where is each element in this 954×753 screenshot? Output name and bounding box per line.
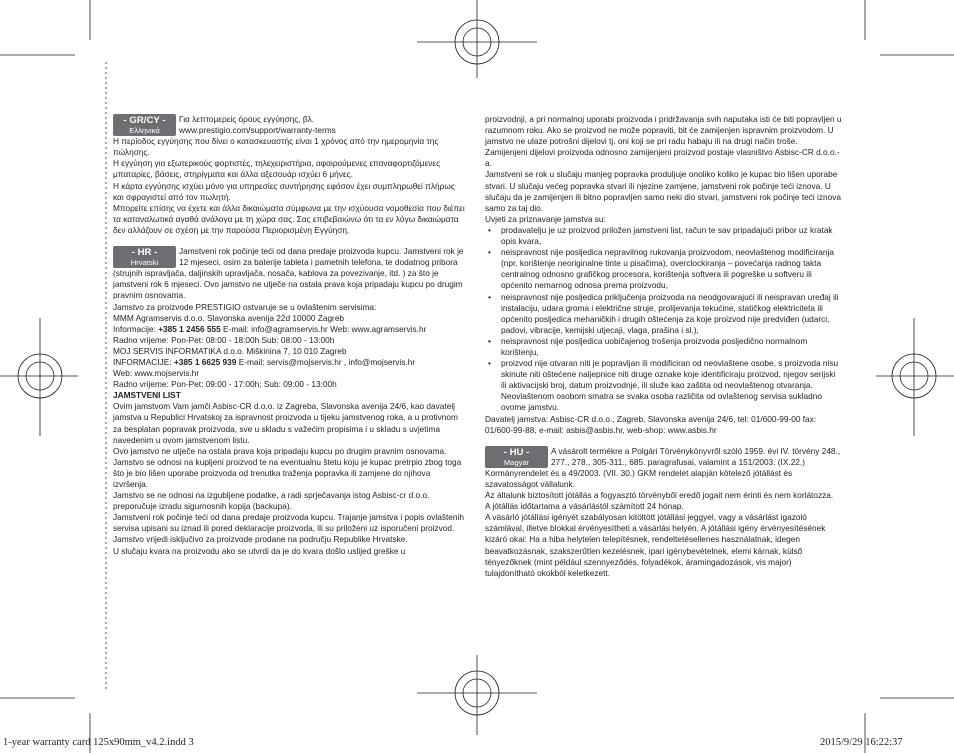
gr-line: Η περίοδος εγγύησης που δίνει ο κατασκευαστής είναι 1 χρόνος από την ημερομηνία της πώλησης. — [113, 136, 439, 158]
hr-service2-contact: E-mail: servis@mojservis.hr , info@mojservis.hr — [236, 356, 416, 367]
hr-cont-paragraph: Jamstveni se rok u slučaju manjeg popravka produljuje onoliko koliko je kupac bio lišen uporabe stvari. U slučaju većeg popravka stvari ili njezine zamjene, jamstveni rok počinje teći iznova. U slučaju da je zamijenjen ili bitno popravljen samo neki dio stvari, jamstveni rok počinje teći iznova samo za taj dio. — [485, 169, 842, 213]
hr-service2-phone: +385 1 6625 939 — [173, 356, 237, 367]
hu-intro: A vásárolt termékre a Polgári Törvénykönyvről szóló 1959. évi IV. törvény 248., 277., 278., 305-311., 685. paragrafusai, valamint a 151/2003. (IX.22.) Kormányrendelet és a 49/2003. (VII. 30.) GKM rendelet alapján kötelező jótállást és szavatosságot vállalunk. — [485, 445, 841, 489]
gr-language-badge — [113, 114, 176, 136]
list-item: • prodavatelju je uz proizvod priložen jamstveni list, račun te sav pripadajući pribor uz kratak opis kvara, — [501, 225, 842, 247]
list-item: • proizvod nije otvaran niti je popravljan ili modificiran od neovlaštene osobe, s proizvoda nisu skinute niti oštećene naljepnice niti druge oznake koje identificiraju proizvod, njegov serijski ili aktivacijski broj, datum proizvodnje, ili služe kao zaštita od neovlaštenog otvaranja. Neovlaštenom osobom smatra se svaka osoba različita od ovlaštenog servisa sukladno ovome jamstvu. — [501, 358, 842, 413]
list-item: • neispravnost nije posljedica priključenja proizvoda na neodgovarajući ili neispravan uređaj ili instalaciju, udara groma i električne struje, prolijevanja tekućine, statičkog elektriciteta ili općenito posljedica mehaničkih i drugih oštećenja za koje proizvod nije predviđen (udarci, padovi, vibracije, kemijski utjecaji, vlaga, prašina i sl.), — [501, 292, 842, 336]
hr-service2-info-label: INFORMACIJE: — [113, 356, 174, 367]
hr-provider: Davatelj jamstva: Asbisc-CR d.o.o., Zagreb, Slavonska avenija 24/6, tel: 01/600-99-00 fax: 01/600-99-88, e-mail: asbis@asbis.hr, web-shop: www.asbis.hr — [485, 413, 817, 435]
hu-section — [485, 446, 842, 579]
print-slug-filename: 1-year warranty card 125x90mm_v4.2.indd 3 — [3, 737, 194, 748]
hr-language-badge — [113, 246, 176, 268]
hu-badge-code: - HU - — [503, 446, 530, 458]
hr-service1-hours: Radno vrijeme: Pon-Pet: 08:00 - 18:00h Sub: 08:00 - 13:00h — [113, 334, 335, 345]
hr-badge-language: Hrvatski — [130, 258, 159, 268]
gr-badge-code: - GR/CY - — [123, 115, 166, 126]
list-item: • neispravnost nije posljedica uobičajenog trošenja proizvoda posljedično normalnom korištenju, — [501, 336, 842, 358]
list-item: • neispravnost nije posljedica nepravilnog rukovanja proizvodom, neovlaštenog modificiranja (npr. korištenje neoriginalne tinte u pisačima), overclockiranja – povećanja radnog takta centralnog odnosno grafičkog procesora, korištenja softvera ili pogreške u softveru ili općenito nemarnog odnosa prema proizvodu, — [501, 247, 842, 291]
hr-paragraph: Ovo jamstvo ne utječe na ostala prava koja pripadaju kupcu po drugim pravnim osnovama. — [113, 445, 447, 456]
gr-line: Η εγγύηση για εξωτερικούς φορτιστές, τηλεχειριστήρια, αφαιρούμενες επαναφορτιζόμενες μπαταρίες, βάσεις, στηρίγματα και άλλα αξεσουάρ ισχύει 6 μήνες. — [113, 158, 441, 180]
hr-cont-paragraph: Uvjeti za priznavanje jamstva su: — [485, 213, 606, 224]
hr-service-intro: Jamstvo za proizvode PRESTIGIO ostvaruje se u ovlaštenim servisima: — [113, 301, 377, 312]
gr-badge-language: Ελληνικά — [129, 126, 160, 135]
hr-badge-code: - HR - — [131, 247, 158, 259]
hr-service1-name: MMM Agramservis d.o.o. Slavonska avenija 22d 10000 Zagreb — [113, 312, 345, 323]
hu-badge-language: Magyar — [503, 457, 530, 467]
hr-intro: Jamstveni rok počinje teći od dana predaje proizvoda kupcu. Jamstveni rok je 12 mjeseci, osim za baterije tableta i pametnih telefona, te dodatnog pribora (strujnih ispravljača, daljinskih upravljača, nosača, kablova za povezivanje, itd. ) za što je jamstveni rok 6 mjeseci. Ovo jamstvo ne utječe na ostala prava koja pripadaju kupcu po drugim pravnim osnovama. — [113, 246, 464, 301]
hr-list-title: JAMSTVENI LIST — [113, 390, 181, 401]
left-column — [113, 114, 465, 557]
hu-paragraph: Az általunk biztosított jótállás a fogyasztó törvényből eredő jogait nem érinti és nem korlátozza. — [485, 490, 834, 501]
hr-service2-web: Web: www.mojservis.hr — [113, 368, 200, 379]
gr-line: Η κάρτα εγγύησης ισχύει μόνο για υπηρεσίες συντήρησης εφόσον έχει συμπληρωθεί πλήρως και σφραγιστεί από τον πωλητή. — [113, 180, 455, 202]
hr-paragraph: Jamstvo se ne odnosi na izgubljene podatke, a radi sprječavanja istog Asbisc-cr d.o.o. preporučuje izradu sigurnosnih kopija (backupa). — [113, 490, 430, 512]
gr-warranty-link: www.prestigio.com/support/warranty-terms — [179, 125, 336, 136]
hr-conditions-list — [485, 225, 842, 414]
hr-service2-hours: Radno vrijeme: Pon-Pet: 09:00 - 17:00h; Sub: 09:00 - 13:00h — [113, 379, 337, 390]
hr-service1-info-label: Informacije: — [113, 323, 159, 334]
gr-section-header — [113, 114, 465, 136]
right-column — [485, 114, 842, 579]
gr-line: Μπορείτε επίσης να έχετε και άλλα δικαιώματα σύμφωνα με την ισχύουσα νομοθεσία που διέπει τα καταναλωτικά αγαθά ανάλογα με τη χώρα σας. Σας επιβεβαιώνω ότι τα εν λόγω δικαιώματα δεν αλλάζουν σε σχέση με την παρούσα Περιορισμένη Εγγύηση. — [113, 202, 465, 235]
hr-service1-contact: E-mail: info@agramservis.hr Web: www.agramservis.hr — [220, 323, 427, 334]
hr-paragraph: U slučaju kvara na proizvodu ako se utvrdi da je do kvara došlo uslijed greške u — [113, 545, 406, 556]
hr-paragraph: Ovim jamstvom Vam jamči Asbisc-CR d.o.o. iz Zagreba, Slavonska avenija 24/6, kao davatelj jamstva u Republici Hrvatskoj za ispravnost proizvoda u tijeku jamstvenog roka, a u protivnom za besplatan popravak proizvoda, sve u skladu s važećim propisima i u skladu s uvjetima navedenim u ovom jamstvenom listu. — [113, 401, 458, 445]
hr-paragraph: Jamstveni rok počinje teći od dana predaje proizvoda kupcu. Trajanje jamstva i popis ovlaštenih servisa upisani su iznad ili pored deklaracije proizvoda, ili su priloženi uz isporučeni proizvod. Jamstvo vrijedi isključivo za proizvode prodane na području Republike Hrvatske. — [113, 512, 464, 545]
print-slug-timestamp: 2015/9/29 16:22:37 — [820, 737, 903, 748]
hu-language-badge — [485, 446, 548, 468]
hr-service1-phone: +385 1 2456 555 — [158, 323, 221, 334]
hr-service1-info — [113, 324, 465, 335]
gr-line: Για λεπτομερείς όρους εγγύησης, βλ. — [179, 114, 315, 124]
hr-paragraph: Jamstvo se odnosi na kupljeni proizvod te na eventualnu štetu koju je kupac pretrpio zbog toga što je bio lišen uporabe proizvoda od trenutka traženja popravka ili zamjene do njihova izvršenja. — [113, 456, 462, 489]
hr-service2-name: MOJ SERVIS INFORMATIKA d.o.o. Miškinina 7, 10 010 Zagreb — [113, 345, 347, 356]
hu-paragraph: A vásárló jótállási igényét szabályosan kitöltött jótállási jeggyel, vagy a vásárlást igazoló számlával, illetve blokkal érvényesítheti a vásárlás helyén. A jótállási igény érvényesítésének kizáró okai: Ha a hiba helytelen telepítésnek, rendeltetésellenes használatnak, idegen beavatkozásnak, szakszerűtlen kezelésnek, ipari igénybevételnek, elemi kárnak, külső tényezőknek (mint például szennyeződés, folyadékok, áramingadozások, vis major) tulajdonítható okokból keletkezett. — [485, 512, 826, 578]
hr-section — [113, 246, 465, 557]
hu-paragraph: A jótállás időtartama a vásárlástól számított 24 hónap. — [485, 501, 684, 512]
hr-service2-info — [113, 357, 465, 368]
hr-cont-paragraph: proizvodnji, a pri normalnoj uporabi proizvoda i pridržavanja svih naputaka isti će biti popravljen u razumnom roku. Ako se proizvod ne može popraviti, bit će zamijenjen ispravnim proizvodom. U jamstvo ne ulaze potrošni dijelovi tj. oni koji se pri radu habaju ili na drugi način troše. Zamijenjeni dijelovi proizvoda odnosno zamijenjeni proizvod postaje vlasništvo Asbisc-CR d.o.o.-a. — [485, 114, 842, 169]
